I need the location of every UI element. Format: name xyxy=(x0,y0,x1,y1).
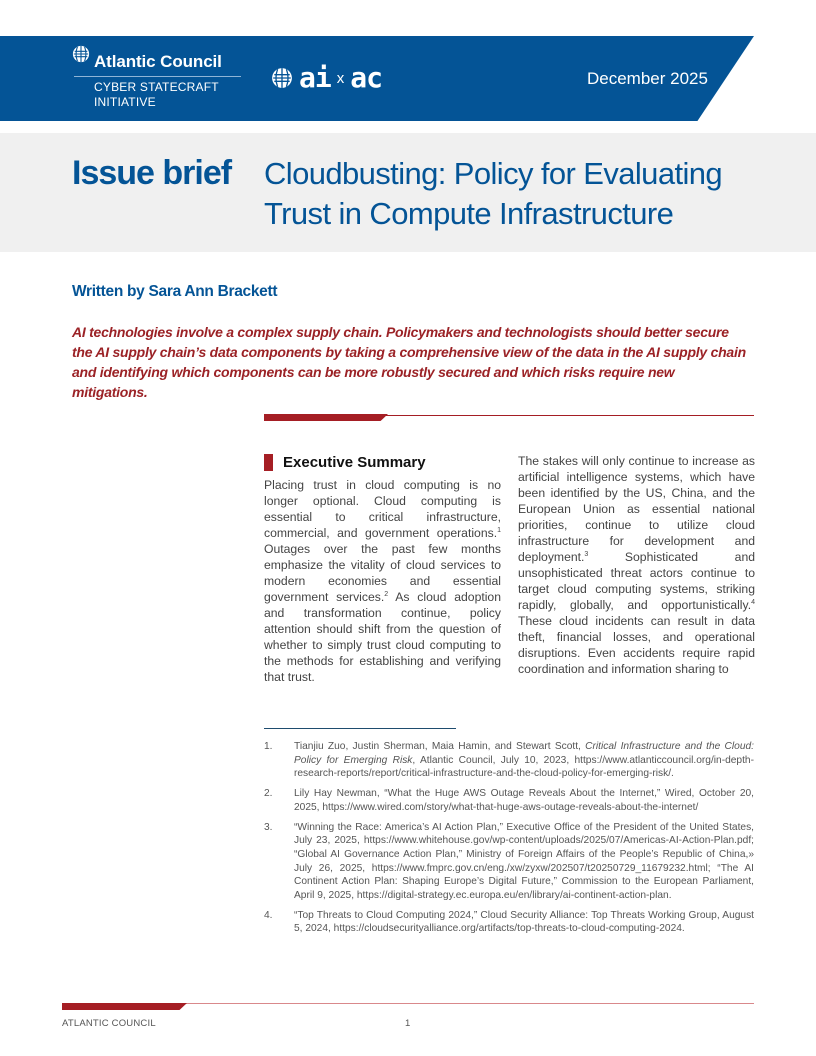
footnote-item xyxy=(264,909,754,936)
body-column-left xyxy=(264,453,501,685)
org-subtitle-line1: CYBER STATECRAFT xyxy=(94,80,219,94)
author-byline: Written by Sara Ann Brackett xyxy=(72,283,278,300)
footnote-number: 4. xyxy=(264,909,273,921)
footnote-item xyxy=(264,821,754,903)
page-number: 1 xyxy=(405,1018,411,1029)
org-subtitle-line2: INITIATIVE xyxy=(94,95,156,109)
globe-icon xyxy=(72,45,90,63)
footnote-rule xyxy=(264,728,456,729)
footnote-text[interactable]: “Winning the Race: America’s AI Action Plan,” Executive Office of the President of the United States, July 23, 2025, https://www.whitehouse.gov/wp-content/uploads/2025/07/Americas-AI-Action-Plan.pdf; “Global AI Governance Action Plan,” Ministry of Foreign Affairs of the People’s Republic of China,» July 26, 2025, https://www.fmprc.gov.cn/eng./xw/zyxw/202507/t20250729_11679232.html; “The AI Continent Action Plan: Shaping Europe’s Digital Future,” Commission to the European Parliament, April 9, 2025, https://digital-strategy.ec.europa.eu/en/library/ai-continent-action-plan. xyxy=(294,821,754,902)
abstract: AI technologies involve a complex supply chain. Policymakers and technologists should better secure the AI supply chain’s data components by taking a comprehensive view of the data in the AI supply chain and identifying which components can be more robustly secured and which risks require new mitigations. xyxy=(72,324,746,400)
org-name: Atlantic Council xyxy=(94,52,222,71)
footnote-ref[interactable]: 1 xyxy=(497,526,501,534)
section-title: Executive Summary xyxy=(283,453,426,471)
footnote-ref[interactable]: 4 xyxy=(751,598,755,606)
footnote-text[interactable]: Lily Hay Newman, “What the Huge AWS Outage Reveals About the Internet,” Wired, October 20, 2025, https://www.wired.com/story/what-that-huge-aws-outage-reveals-about-the-internet/ xyxy=(294,788,754,813)
footnote-text[interactable]: “Top Threats to Cloud Computing 2024,” Cloud Security Alliance: Top Threats Working Group, August 5, 2024, https://cloudsecurityalliance.org/artifacts/top-threats-to-cloud-computing-2024. xyxy=(294,909,754,935)
issue-brief-label: Issue brief xyxy=(72,154,232,192)
footnote-item xyxy=(264,787,754,814)
program-logo-x: x xyxy=(336,69,345,87)
page-title: Cloudbusting: Policy for Evaluating Trust in Compute Infrastructure xyxy=(264,156,723,231)
footer-divider xyxy=(62,1003,754,1011)
footnote-number: 3. xyxy=(264,821,273,833)
footer-org: ATLANTIC COUNCIL xyxy=(62,1018,156,1029)
logo-divider xyxy=(74,76,241,77)
body-paragraph: The stakes will only continue to increase as artificial intelligence systems, which have been identified by the US, China, and the European Union as essential national priorities, continue to utilize cloud infrastructure for development and deployment.$^3$ Sophisticated and unsophisticated threat actors continue to target cloud computing systems, striking rapidly, globally, and opportunistically.$^4$ These cloud incidents can result in data theft, financial losses, and operational disruptions. Even accidents require rapid coordination and information sharing to xyxy=(518,454,755,676)
footer-accent-bar xyxy=(62,1003,187,1010)
body-paragraph: Placing trust in cloud computing is no longer optional. Cloud computing is essential to critical infrastructure, commercial, and government operations.$^1$ Outages over the past few months emphasize the vitality of cloud services to modern economies and essential government services.$^2$ As cloud adoption and transformation continue, policy attention should shift from the question of whether to simply trust cloud computing to the methods for establishing and verifying that trust. xyxy=(264,478,501,684)
footnote-ref[interactable]: 2 xyxy=(384,590,389,598)
footnote-number: 2. xyxy=(264,788,273,800)
globe-icon xyxy=(271,67,293,89)
section-heading xyxy=(264,454,501,471)
divider-accent-bar xyxy=(264,414,388,421)
footnote-link[interactable]: , Atlantic Council, July 10, 2023, https://www.atlanticcouncil.org/in-depth-research-reports/report/critical-infrastructure-and-the-cloud-policy-for-emerging-risk/. xyxy=(294,754,754,780)
program-logo-ai: ai xyxy=(299,61,331,94)
program-logo-ac: ac xyxy=(350,61,382,94)
footnote-text: Tianjiu Zuo, Justin Sherman, Maia Hamin, and Stewart Scott, Critical Infrastructure and the Cloud: Policy for Emerging Risk, Atlantic Council, July 10, 2023, https://www.atlanticcouncil.org/in-depth-research-reports/report/critical-infrastructure-and-the-cloud-policy-for-emerging-risk/. xyxy=(294,741,755,780)
footnotes xyxy=(264,740,754,942)
section-accent-bar xyxy=(264,454,273,471)
footnote-item xyxy=(264,740,754,781)
section-divider xyxy=(264,414,754,422)
publication-date: December 2025 xyxy=(587,69,708,88)
body-column-right xyxy=(518,453,755,677)
footnote-ref[interactable]: 3 xyxy=(584,550,589,558)
footnote-number: 1. xyxy=(264,741,273,752)
ai-x-ac-logo xyxy=(271,61,382,94)
atlantic-council-logo xyxy=(72,46,242,110)
